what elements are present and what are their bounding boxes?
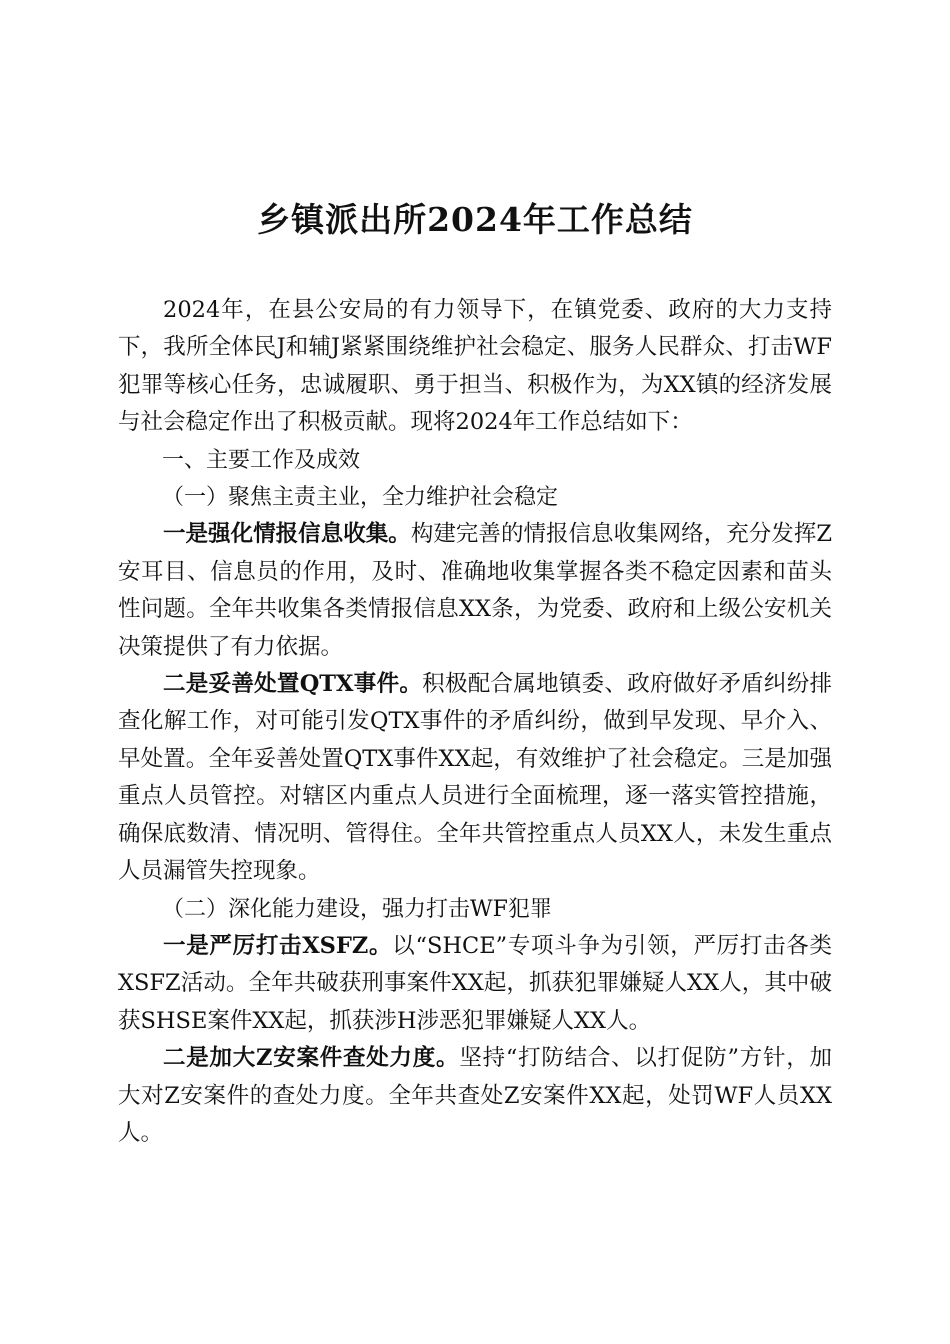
paragraph-lead: 二是加大Z安案件查处力度。	[163, 1045, 460, 1072]
subsection-heading: （一）聚焦主责主业，全力维护社会稳定	[162, 485, 559, 511]
paragraph-text: 坚持“打防结合、以打促防”方针，加大对Z安案件的查处力度。全年共查处Z安案件XX起，处罚WF人员XX人。	[118, 1045, 832, 1146]
section-heading: 一、主要工作及成效	[162, 447, 361, 473]
paragraph	[118, 666, 832, 890]
subsection-heading: （二）深化能力建设，强力打击WF犯罪	[162, 896, 552, 922]
document-title: 乡镇派出所2024年工作总结	[257, 200, 693, 239]
document-page	[118, 0, 832, 1344]
paragraph-text: 构建完善的情报信息收集网络，充分发挥Z安耳目、信息员的作用，及时、准确地收集掌握各类不稳定因素和苗头性问题。全年共收集各类情报信息XX条，为党委、政府和上级公安机关决策提供了有力依据。	[118, 521, 832, 660]
intro-paragraph: 2024年，在县公安局的有力领导下，在镇党委、政府的大力支持下，我所全体民J和辅J紧紧围绕维护社会稳定、服务人民群众、打击WF犯罪等核心任务，忠诚履职、勇于担当、积极作为，为XX镇的经济发展与社会稳定作出了积极贡献。现将2024年工作总结如下：	[118, 297, 832, 436]
paragraph	[118, 1040, 832, 1152]
document-body	[118, 292, 832, 1152]
paragraph-text: 以“SHCE”专项斗争为引领，严厉打击各类XSFZ活动。全年共破获刑事案件XX起，抓获犯罪嫌疑人XX人，其中破获SHSE案件XX起，抓获涉H涉恶犯罪嫌疑人XX人。	[118, 932, 832, 1034]
paragraph-lead: 二是妥善处置QTX事件。	[163, 671, 423, 698]
paragraph-lead: 一是严厉打击XSFZ。	[163, 932, 393, 959]
paragraph-lead: 一是强化情报信息收集。	[163, 521, 411, 548]
paragraph	[118, 516, 832, 666]
paragraph	[118, 928, 832, 1040]
paragraph-text: 积极配合属地镇委、政府做好矛盾纠纷排查化解工作，对可能引发QTX事件的矛盾纠纷，做到早发现、早介入、早处置。全年妥善处置QTX事件XX起，有效维护了社会稳定。三是加强重点人员管控。对辖区内重点人员进行全面梳理，逐一落实管控措施，确保底数清、情况明、管得住。全年共管控重点人员XX人，未发生重点人员漏管失控现象。	[118, 671, 832, 885]
